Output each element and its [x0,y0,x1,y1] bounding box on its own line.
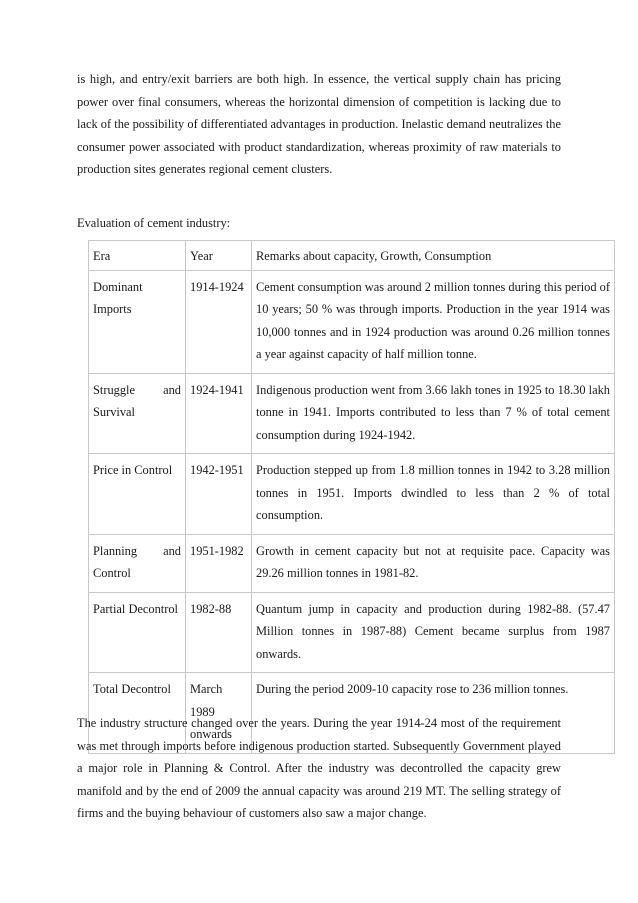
section-heading: Evaluation of cement industry: [77,216,231,230]
era-cell: Total Decontrol [89,673,186,754]
intro-paragraph: is high, and entry/exit barriers are both high. In essence, the vertical supply chain has pricing power over final consumers, whereas the horizontal dimension of competition is lacking due to lack of the possibility of differentiated advantages in production. Inelastic demand neutralizes the consumer power associated with product standardization, whereas proximity of raw materials to production sites generates regional cement clusters. [77,72,561,177]
conclusion-paragraph: The industry structure changed over the years. During the year 1914-24 most of the requirement was met through imports before indigenous production started. Subsequently Government played a major role in Planning & Control. After the industry was decontrolled the capacity grew manifold and by the end of 2009 the annual capacity was around 219 MT. The selling strategy of firms and the buying behaviour of customers also saw a major change. [77,716,561,821]
remarks-cell: During the period 2009-10 capacity rose to 236 million tonnes. [252,673,615,754]
column-header-remarks: Remarks about capacity, Growth, Consumption [252,241,615,271]
remarks-cell: Indigenous production went from 3.66 lakh tones in 1925 to 18.30 lakh tonne in 1941. Imports contributed to less than 7 % of total cement consumption during 1924-1942. [252,373,615,454]
remarks-cell: Quantum jump in capacity and production during 1982-88. (57.47 Million tonnes in 1987-88) Cement became surplus from 1987 onwards. [252,592,615,673]
year-cell: 1951-1982 [186,534,252,592]
table-row [89,373,615,454]
column-header-year: Year [186,241,252,271]
year-cell: 1914-1924 [186,270,252,373]
table-row [89,454,615,535]
table-row [89,592,615,673]
remarks-cell: Growth in cement capacity but not at requisite pace. Capacity was 29.26 million tonnes in 1981-82. [252,534,615,592]
year-cell: 1924-1941 [186,373,252,454]
remarks-cell: Production stepped up from 1.8 million tonnes in 1942 to 3.28 million tonnes in 1951. Imports dwindled to less than 2 % of total consumption. [252,454,615,535]
remarks-cell: Cement consumption was around 2 million tonnes during this period of 10 years; 50 % was through imports. Production in the year 1914 was 10,000 tonnes and in 1924 production was around 0.26 million tonnes a year against capacity of half million tonne. [252,270,615,373]
era-cell: Dominant Imports [89,270,186,373]
year-cell: 1942-1951 [186,454,252,535]
era-cell: Partial Decontrol [89,592,186,673]
year-cell: March 1989 onwards [186,673,252,754]
cement-industry-table [88,240,615,754]
table-row [89,534,615,592]
column-header-era: Era [89,241,186,271]
table-row [89,270,615,373]
year-cell: 1982-88 [186,592,252,673]
era-cell: Price in Control [89,454,186,535]
table-header-row [89,241,615,271]
era-cell: Struggle and Survival [89,373,186,454]
era-cell: Planning and Control [89,534,186,592]
